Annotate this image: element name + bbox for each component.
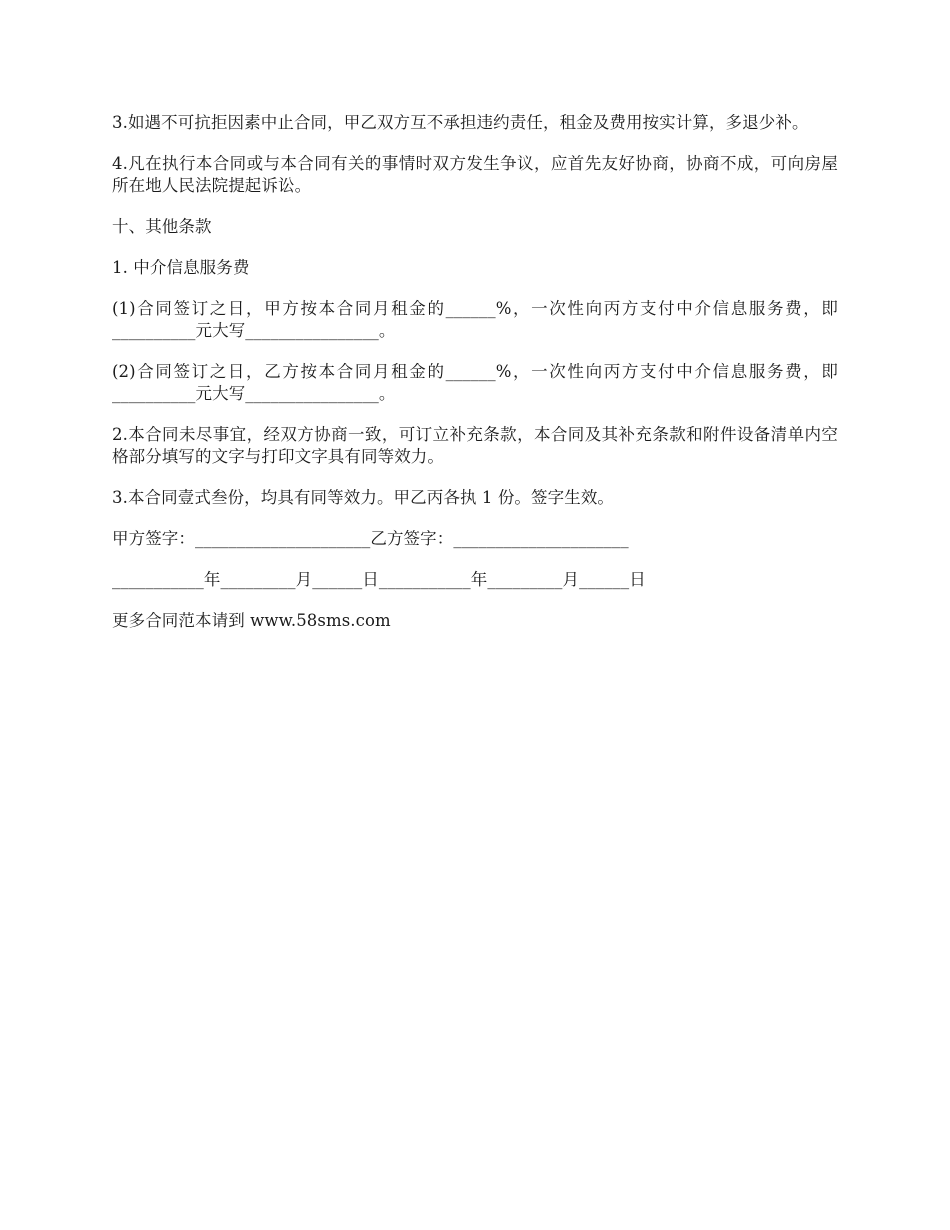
document-page <box>112 112 838 651</box>
date-line: ___________年_________月______日___________年_________月______日 <box>112 570 646 589</box>
clause-agency-fee-party-a: (1)合同签订之日，甲方按本合同月租金的______%，一次性向丙方支付中介信息服务费，即__________元大写________________。 <box>112 299 838 340</box>
clause-copies: 3.本合同壹式叁份，均具有同等效力。甲乙丙各执 1 份。签字生效。 <box>112 488 615 507</box>
clause-dispute-resolution: 4.凡在执行本合同或与本合同有关的事情时双方发生争议，应首先友好协商，协商不成，可向房屋所在地人民法院提起诉讼。 <box>112 154 838 195</box>
clause-supplementary-terms: 2.本合同未尽事宜，经双方协商一致，可订立补充条款，本合同及其补充条款和附件设备清单内空格部分填写的文字与打印文字具有同等效力。 <box>112 425 838 466</box>
section-heading-other-terms: 十、其他条款 <box>112 217 212 236</box>
footer-more-templates: 更多合同范本请到 www.58sms.com <box>112 611 391 630</box>
signature-line: 甲方签字：_____________________乙方签字：_____________________ <box>112 529 629 548</box>
clause-agency-fee-party-b: (2)合同签订之日，乙方按本合同月租金的______%，一次性向丙方支付中介信息服务费，即__________元大写________________。 <box>112 362 838 403</box>
clause-agency-fee-heading: 1. 中介信息服务费 <box>112 258 250 277</box>
clause-force-majeure: 3.如遇不可抗拒因素中止合同，甲乙双方互不承担违约责任，租金及费用按实计算，多退少补。 <box>112 113 809 132</box>
